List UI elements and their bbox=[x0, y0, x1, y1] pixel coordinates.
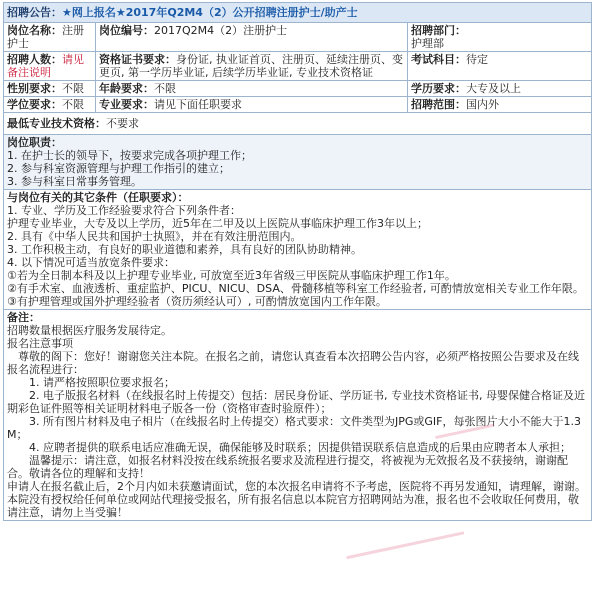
range-label: 招聘范围： bbox=[411, 98, 466, 111]
condition-item: ②有手术室、血液透析、重症监护、PICU、NICU、DSA、骨髓移植等科室工作经验者, 可酌情放宽相关专业工作年限。 bbox=[7, 282, 584, 295]
remark-item: 招聘数量根据医疗服务发展待定。 bbox=[7, 324, 172, 337]
age-label: 年龄要求： bbox=[99, 82, 154, 95]
count-label: 招聘人数： bbox=[7, 53, 62, 66]
degree-value: 不限 bbox=[62, 98, 84, 111]
degree-label: 学位要求： bbox=[7, 98, 62, 111]
remark-item: 3. 所有图片材料及电子相片（在线报名时上传提交）格式要求：文件类型为JPG或GIF，每张图片大小不能大于1.3M； bbox=[7, 415, 581, 441]
major-label: 专业要求： bbox=[99, 98, 154, 111]
position-code-value: 2017Q2M4（2）注册护士 bbox=[154, 24, 288, 37]
row-degree bbox=[4, 97, 592, 113]
dept-label: 招聘部门： bbox=[411, 24, 466, 37]
remark-item: 1. 请严格按照职位要求报名； bbox=[7, 376, 175, 389]
count-value-link[interactable]: 请见备注说明 bbox=[7, 53, 84, 79]
gender-value: 不限 bbox=[62, 82, 84, 95]
remark-item: 尊敬的阁下：您好！谢谢您关注本院。在报名之前，请您认真查看本次招聘公告内容，必须严格按照公告要求及在线报名流程进行： bbox=[7, 350, 579, 376]
row-remarks bbox=[4, 310, 592, 521]
remarks-title: 备注： bbox=[7, 311, 40, 324]
duty-item: 1. 在护士长的领导下，按要求完成各项护理工作； bbox=[7, 149, 252, 162]
gender-label: 性别要求： bbox=[7, 82, 62, 95]
job-table bbox=[3, 2, 592, 521]
condition-item: ①若为全日制本科及以上护理专业毕业, 可放宽至近3年省级三甲医院从事临床护理工作1年。 bbox=[7, 269, 456, 282]
position-name-label: 岗位名称： bbox=[7, 24, 62, 37]
condition-item: 1. 专业、学历及工作经验要求符合下列条件者： bbox=[7, 204, 241, 217]
condition-item: 护理专业毕业，大专及以上学历，近5年在二甲及以上医院从事临床护理工作3年以上； bbox=[7, 217, 428, 230]
row-position bbox=[4, 23, 592, 52]
edu-value: 大专及以上 bbox=[466, 82, 521, 95]
row-min-qual bbox=[4, 113, 592, 135]
row-gender bbox=[4, 81, 592, 97]
cert-label: 资格证书要求： bbox=[99, 53, 176, 66]
position-code-label: 岗位编号： bbox=[99, 24, 154, 37]
major-value: 请见下面任职要求 bbox=[154, 98, 242, 111]
header-row bbox=[4, 3, 592, 23]
min-qual-label: 最低专业技术资格： bbox=[7, 117, 106, 130]
range-value: 国内外 bbox=[466, 98, 499, 111]
remark-item: 报名注意事项 bbox=[7, 337, 73, 350]
remark-item: 申请人在报名截止后，2个月内如未获邀请面试，您的本次报名申请将不予考虑，医院将不再另发通知，请理解，谢谢。 bbox=[7, 480, 586, 493]
row-conditions bbox=[4, 190, 592, 310]
remark-item: 2. 电子版报名材料（在线报名时上传提交）包括：居民身份证、学历证书, 专业技术资格证书, 母婴保健合格证及近期彩色证件照等相关证明材料电子版各一份（资格审查时验原件）； bbox=[7, 389, 585, 415]
duties-title: 岗位职责： bbox=[7, 136, 62, 149]
remark-item: 温馨提示：请注意，如报名材料没按在线系统报名要求及流程进行提交，将被视为无效报名及不获接纳，谢谢配合。敬请各位的理解和支持！ bbox=[7, 454, 568, 480]
row-duties bbox=[4, 135, 592, 190]
cert-value: 身份证, 执业证首页、注册页、延续注册页、变更页, 第一学历毕业证, 后续学历毕业证, 专业技术资格证 bbox=[99, 53, 403, 79]
header-label: 招聘公告： bbox=[7, 6, 62, 19]
dept-value: 护理部 bbox=[411, 37, 444, 50]
remark-item: 4. 应聘者提供的联系电话应准确无误，确保能够及时联系；因提供错误联系信息造成的后果由应聘者本人承担； bbox=[7, 441, 571, 454]
condition-item: ③有护理管理或国外护理经验者（资历须经认可）, 可酌情放宽国内工作年限。 bbox=[7, 295, 387, 308]
posting-title[interactable]: ★网上报名★2017年Q2M4（2）公开招聘注册护士/助产士 bbox=[62, 6, 358, 19]
job-posting bbox=[3, 2, 591, 521]
condition-item: 3. 工作积极主动，有良好的职业道德和素养，具有良好的团队协助精神。 bbox=[7, 243, 362, 256]
position-name-value: 注册护士 bbox=[7, 24, 84, 50]
min-qual-value: 不要求 bbox=[106, 117, 139, 130]
row-count bbox=[4, 52, 592, 81]
edu-label: 学历要求： bbox=[411, 82, 466, 95]
exam-label: 考试科目： bbox=[411, 53, 466, 66]
condition-item: 2. 具有《中华人民共和国护士执照》，并在有效注册范围内。 bbox=[7, 230, 302, 243]
age-value: 不限 bbox=[154, 82, 176, 95]
condition-item: 4. 以下情况可适当放宽条件要求： bbox=[7, 256, 175, 269]
conditions-title: 与岗位有关的其它条件（任职要求）： bbox=[7, 191, 189, 204]
duty-item: 3. 参与科室日常事务管理。 bbox=[7, 175, 142, 188]
duty-item: 2. 参与科室资源管理与护理工作指引的建立； bbox=[7, 162, 230, 175]
remark-item: 本院没有授权给任何单位或网站代理接受报名，所有报名信息以本院官方招聘网站为准，报名也不会收取任何费用，敬请注意，请勿上当受骗！ bbox=[7, 493, 579, 519]
exam-value: 待定 bbox=[466, 53, 488, 66]
